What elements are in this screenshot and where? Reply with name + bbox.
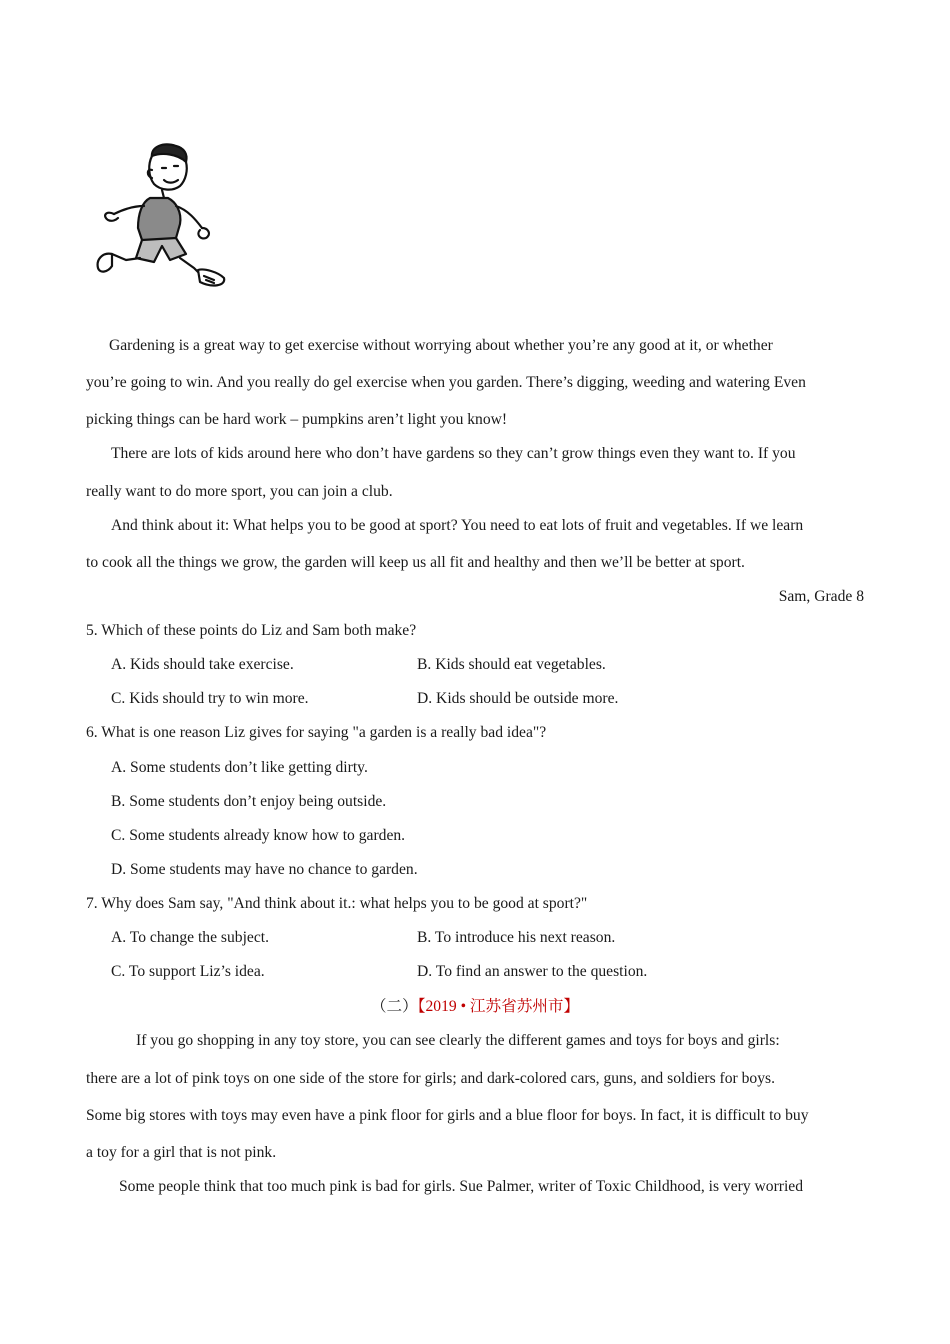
question-7-option-a: A. To change the subject. — [111, 929, 269, 946]
sam-paragraph-3-line-1: And think about it: What helps you to be good at sport? You need to eat lots of fruit and vegetables. If we learn — [111, 517, 804, 534]
question-5-option-d: D. Kids should be outside more. — [417, 690, 619, 707]
question-6-option-c: C. Some students already know how to garden. — [111, 827, 406, 844]
section-2-number: （二） — [370, 998, 418, 1015]
sam-paragraph-1-line-3: picking things can be hard work – pumpkins aren’t light you know! — [86, 411, 508, 428]
question-7-stem: 7. Why does Sam say, "And think about it.: what helps you to be good at sport?" — [86, 895, 588, 912]
section-2-header — [0, 997, 950, 1017]
sam-paragraph-1-line-1: Gardening is a great way to get exercise without worrying about whether you’re any good at it, or whether — [109, 337, 773, 354]
question-6-stem: 6. What is one reason Liz gives for saying "a garden is a really bad idea"? — [86, 724, 547, 741]
question-6-option-b: B. Some students don’t enjoy being outside. — [111, 793, 387, 810]
running-boy-illustration — [92, 140, 234, 292]
sam-paragraph-1-line-2: you’re going to win. And you really do gel exercise when you garden. There’s digging, weeding and watering Even — [86, 374, 806, 391]
section-2-source: 【2019 • 江苏省苏州市】 — [417, 998, 580, 1015]
question-7-option-b: B. To introduce his next reason. — [417, 929, 616, 946]
question-7-option-c: C. To support Liz’s idea. — [111, 963, 265, 980]
passage-2-paragraph-1-line-3: Some big stores with toys may even have a pink floor for girls and a blue floor for boys. In fact, it is difficult to buy — [86, 1107, 809, 1124]
passage-2-paragraph-1-line-1: If you go shopping in any toy store, you can see clearly the different games and toys for boys and girls: — [136, 1032, 780, 1049]
question-5-option-c: C. Kids should try to win more. — [111, 690, 309, 707]
sam-signature: Sam, Grade 8 — [778, 588, 864, 605]
question-6-option-a: A. Some students don’t like getting dirty. — [111, 759, 368, 776]
passage-2-paragraph-2-line-1: Some people think that too much pink is bad for girls. Sue Palmer, writer of Toxic Childhood, is very worried — [119, 1178, 804, 1195]
sam-paragraph-2-line-1: There are lots of kids around here who don’t have gardens so they can’t grow things even they want to. If you — [111, 445, 796, 462]
passage-2-paragraph-1-line-4: a toy for a girl that is not pink. — [86, 1144, 277, 1161]
passage-2-paragraph-1-line-2: there are a lot of pink toys on one side of the store for girls; and dark-colored cars, guns, and soldiers for boys. — [86, 1070, 775, 1087]
question-7-option-d: D. To find an answer to the question. — [417, 963, 648, 980]
question-5-stem: 5. Which of these points do Liz and Sam both make? — [86, 622, 417, 639]
question-5-option-b: B. Kids should eat vegetables. — [417, 656, 606, 673]
question-5-option-a: A. Kids should take exercise. — [111, 656, 294, 673]
sam-paragraph-3-line-2: to cook all the things we grow, the garden will keep us all fit and healthy and then we’ll be better at sport. — [86, 554, 745, 571]
question-6-option-d: D. Some students may have no chance to garden. — [111, 861, 418, 878]
sam-paragraph-2-line-2: really want to do more sport, you can join a club. — [86, 483, 393, 500]
